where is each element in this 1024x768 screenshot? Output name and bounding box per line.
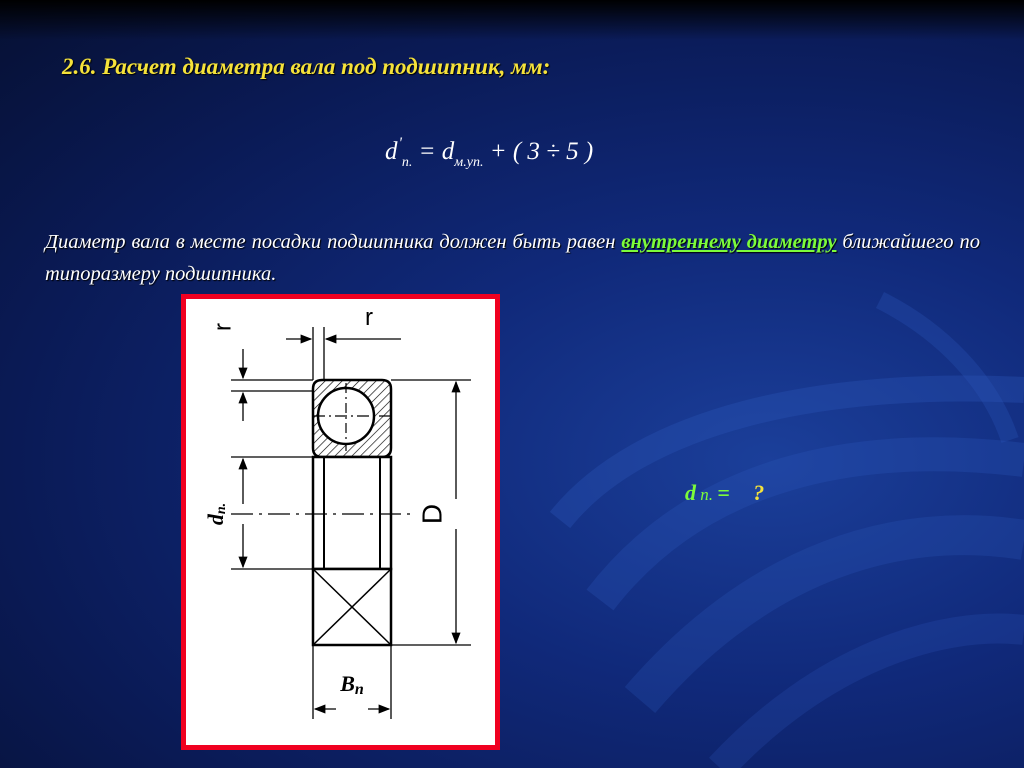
answer-symbol: d [685, 480, 696, 505]
answer-subscript: п. [696, 485, 718, 504]
dimension-d [231, 457, 313, 569]
formula-equals: = [412, 138, 442, 165]
label-D: D [416, 503, 448, 525]
answer-question: ? [753, 480, 765, 505]
label-r-top: r [365, 304, 373, 331]
formula-rhs-tail: + ( 3 ÷ 5 ) [483, 138, 594, 165]
label-d [203, 503, 229, 525]
label-r-left: r [209, 323, 237, 331]
bearing-drawing [186, 299, 495, 745]
label-d-main: d [203, 514, 229, 526]
dimension-r-top [286, 327, 401, 380]
label-B-main: B [340, 671, 355, 696]
answer-line [685, 480, 764, 506]
formula-lhs-prime: ' [398, 135, 402, 152]
label-B-sub: п [354, 681, 364, 698]
bearing-diameter-formula [385, 135, 594, 170]
bearing-drawing-frame [181, 294, 500, 750]
label-d-sub: п. [214, 502, 230, 515]
paragraph-part2: ближайшего по типоразмеру подшипника. [45, 231, 980, 285]
slide-title: 2.6. Расчет диаметра вала под подшипник, мм: [62, 54, 551, 79]
formula-rhs-symbol: d [441, 138, 455, 165]
label-B [339, 671, 364, 698]
formula-lhs-symbol: d [385, 138, 398, 165]
paragraph-part1: Диаметр вала в месте посадки подшипника должен быть равен [45, 231, 622, 253]
bearing-outer-ring [313, 380, 391, 457]
formula-rhs-subscript: м.уп. [454, 155, 484, 170]
formula-lhs-subscript: п. [401, 155, 413, 170]
explanation-paragraph [45, 226, 980, 290]
answer-equals: = [717, 480, 736, 505]
bearing-inner-section [313, 457, 391, 645]
paragraph-highlight: внутреннему диаметру [621, 231, 837, 253]
dimension-r-left [231, 349, 313, 421]
